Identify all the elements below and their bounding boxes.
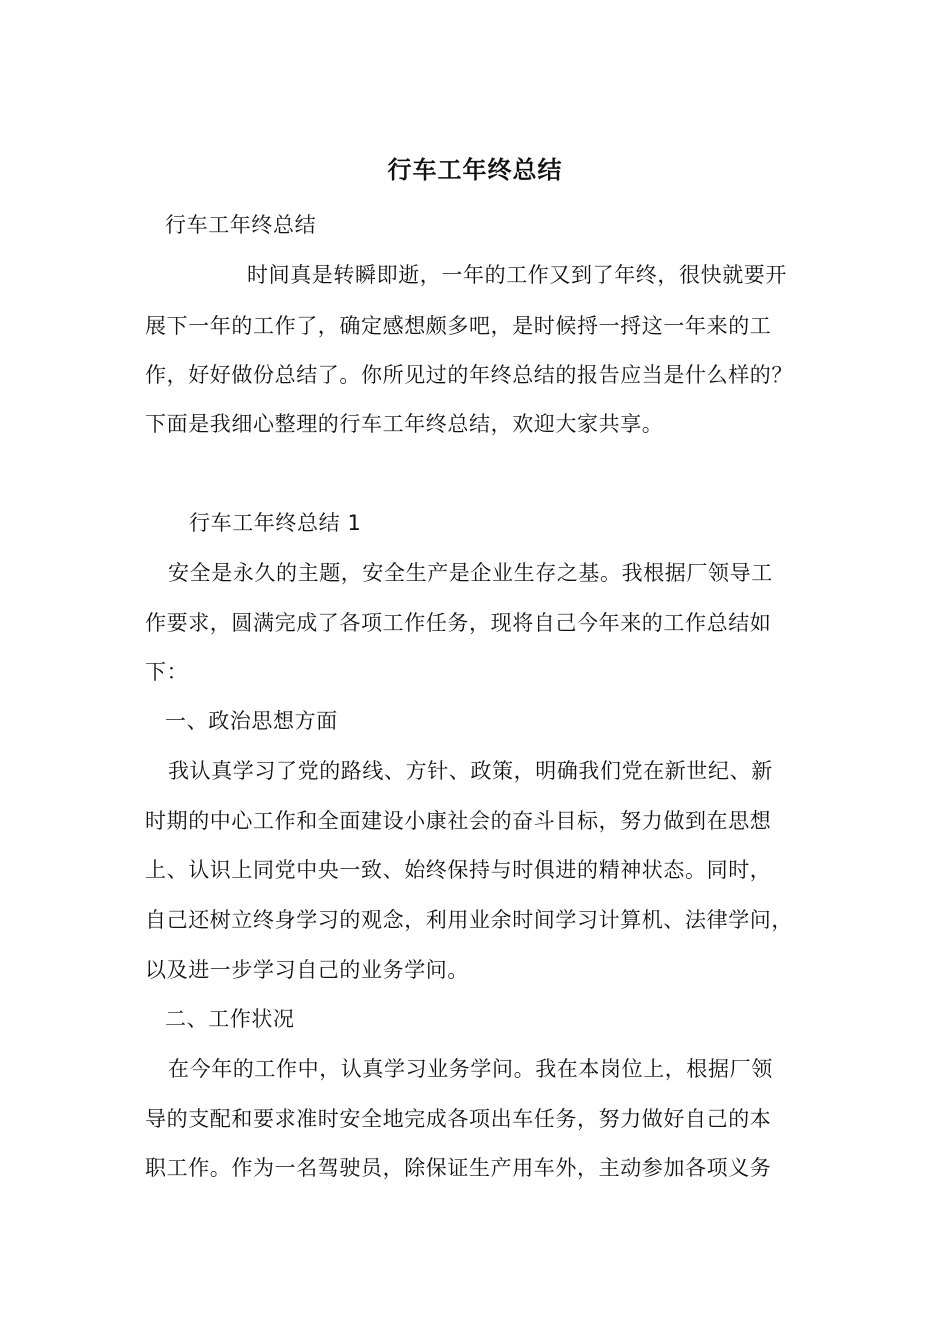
paragraph-line: 上、认识上同党中央一致、始终保持与时俱进的精神状态。同时， (145, 858, 772, 882)
paragraph-line: 在今年的工作中，认真学习业务学问。我在本岗位上，根据厂领 (168, 1057, 773, 1081)
paragraph-line: 时间真是转瞬即逝，一年的工作又到了年终，很快就要开 (247, 263, 787, 287)
paragraph-line: 下： (145, 660, 189, 684)
paragraph-line: 安全是永久的主题，安全生产是企业生存之基。我根据厂领导工 (168, 561, 773, 585)
paragraph-line: 我认真学习了党的路线、方针、政策，明确我们党在新世纪、新 (168, 759, 773, 783)
paragraph-line: 导的支配和要求准时安全地完成各项出车任务，努力做好自己的本 (145, 1107, 772, 1131)
paragraph-line: 职工作。作为一名驾驶员，除保证生产用车外，主动参加各项义务 (145, 1156, 772, 1180)
paragraph-line: 作，好好做份总结了。你所见过的年终总结的报告应当是什么样的？ (145, 363, 793, 387)
document-title: 行车工年终总结 (387, 156, 563, 184)
paragraph-line: 时期的中心工作和全面建设小康社会的奋斗目标，努力做到在思想 (145, 809, 772, 833)
subtitle-line: 行车工年终总结 (165, 213, 317, 237)
section-heading: 二、工作状况 (165, 1007, 295, 1031)
paragraph-line: 以及进一步学习自己的业务学问。 (145, 958, 469, 982)
paragraph-line: 下面是我细心整理的行车工年终总结，欢迎大家共享。 (145, 412, 664, 436)
paragraph-line: 展下一年的工作了，确定感想颇多吧，是时候捋一捋这一年来的工 (145, 314, 772, 338)
paragraph-line: 作要求，圆满完成了各项工作任务，现将自己今年来的工作总结如 (145, 611, 772, 635)
paragraph-line: 自己还树立终身学习的观念，利用业余时间学习计算机、法律学问， (145, 908, 793, 932)
section-heading: 一、政治思想方面 (165, 709, 338, 733)
section-heading: 行车工年终总结 1 (189, 511, 362, 535)
